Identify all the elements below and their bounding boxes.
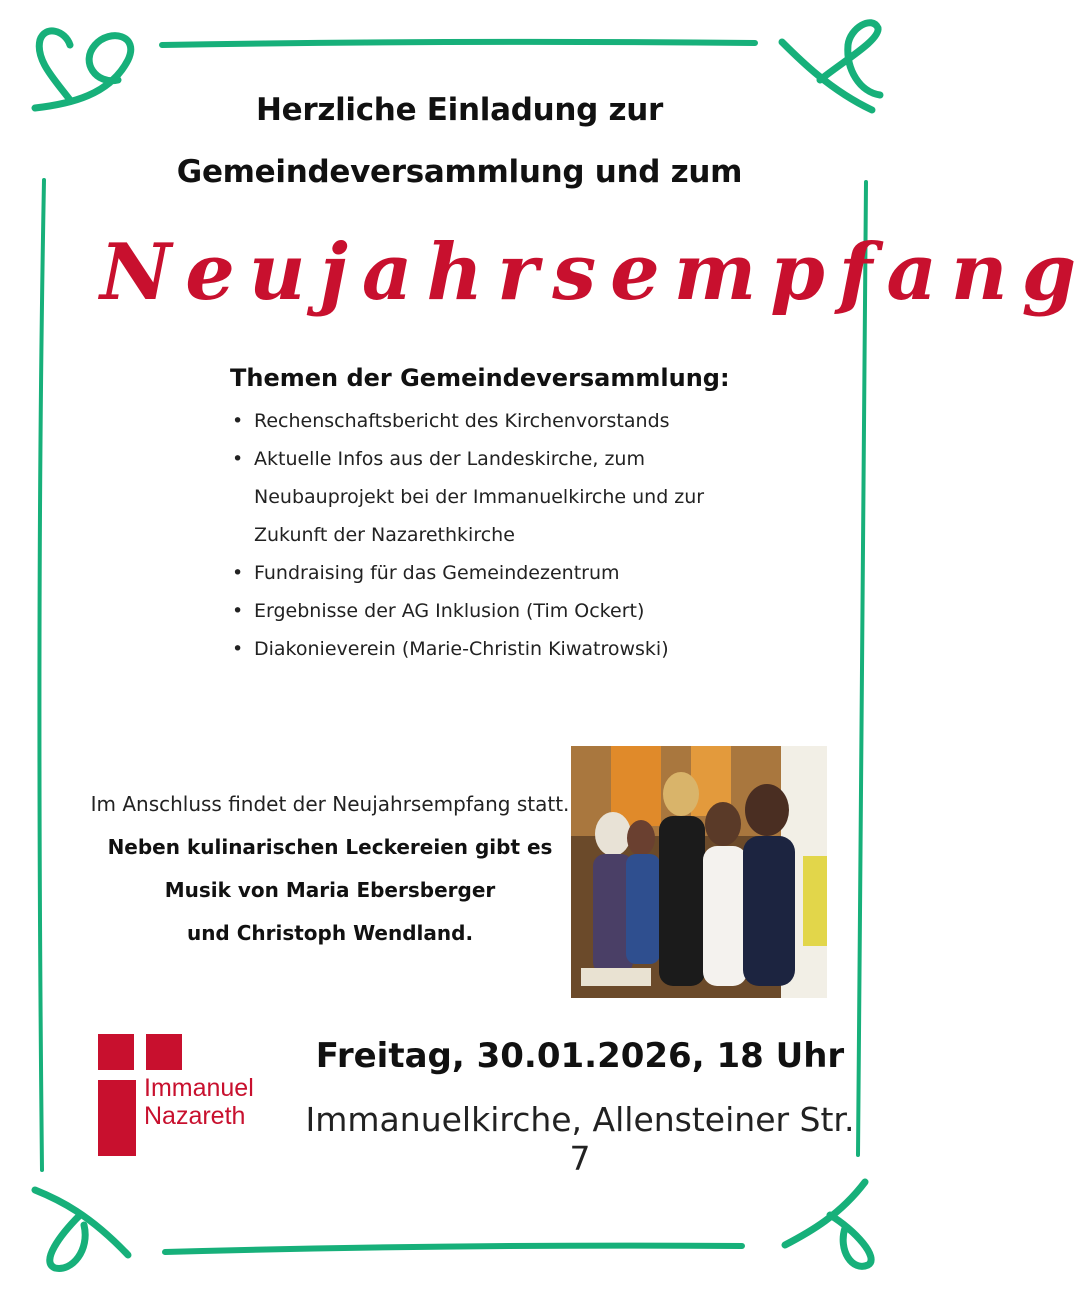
list-item	[230, 630, 750, 668]
left-border-line	[39, 180, 44, 1170]
bullet-icon: •	[232, 638, 244, 660]
list-item-text: Zukunft der Nazarethkirche	[254, 524, 515, 546]
event-date: Freitag, 30.01.2026, 18 Uhr	[315, 1036, 845, 1076]
topics-heading: Themen der Gemeindeversammlung:	[230, 364, 730, 392]
invitation-heading-line1: Herzliche Einladung zur	[255, 92, 664, 128]
reception-line-3: und Christoph Wendland.	[186, 921, 474, 945]
bullet-icon: •	[232, 600, 244, 622]
ribbon-bottom-left	[35, 1190, 128, 1268]
immanuel-nazareth-logo	[98, 1034, 298, 1156]
right-border-line	[858, 182, 866, 1155]
ribbon-bottom-right	[785, 1182, 871, 1266]
list-item	[230, 554, 750, 592]
reception-line-2: Musik von Maria Ebersberger	[164, 878, 496, 902]
event-title: Neujahrsempfang	[100, 227, 1090, 318]
list-item-text: Neubauprojekt bei der Immanuelkirche und zur	[254, 486, 705, 508]
logo-line-2: Nazareth	[144, 1102, 246, 1130]
list-item-text: Diakonieverein (Marie-Christin Kiwatrowski)	[254, 638, 669, 660]
logo-text	[144, 1074, 254, 1130]
topics-list	[230, 402, 750, 668]
list-item-text: Rechenschaftsbericht des Kirchenvorstands	[254, 410, 670, 432]
reception-text	[60, 782, 600, 955]
bottom-border-line	[165, 1246, 742, 1252]
event-place: Immanuelkirche, Allensteiner Str. 7	[305, 1100, 855, 1178]
reception-line-1: Neben kulinarischen Leckereien gibt es	[107, 835, 553, 859]
list-item-text: Ergebnisse der AG Inklusion (Tim Ockert)	[254, 600, 645, 622]
topics-section	[230, 364, 750, 668]
bullet-icon: •	[232, 448, 244, 470]
reception-intro: Im Anschluss findet der Neujahrsempfang statt.	[90, 792, 570, 816]
list-item	[230, 402, 750, 440]
logo-line-1: Immanuel	[144, 1074, 254, 1102]
group-photo	[571, 746, 827, 998]
list-item-text: Aktuelle Infos aus der Landeskirche, zum	[254, 448, 645, 470]
bullet-icon: •	[232, 410, 244, 432]
top-border-line	[162, 42, 755, 45]
invitation-heading-line2: Gemeindeversammlung und zum	[176, 154, 743, 190]
list-item	[230, 592, 750, 630]
list-item-text: Fundraising für das Gemeindezentrum	[254, 562, 620, 584]
list-item	[230, 440, 750, 554]
bullet-icon: •	[232, 562, 244, 584]
